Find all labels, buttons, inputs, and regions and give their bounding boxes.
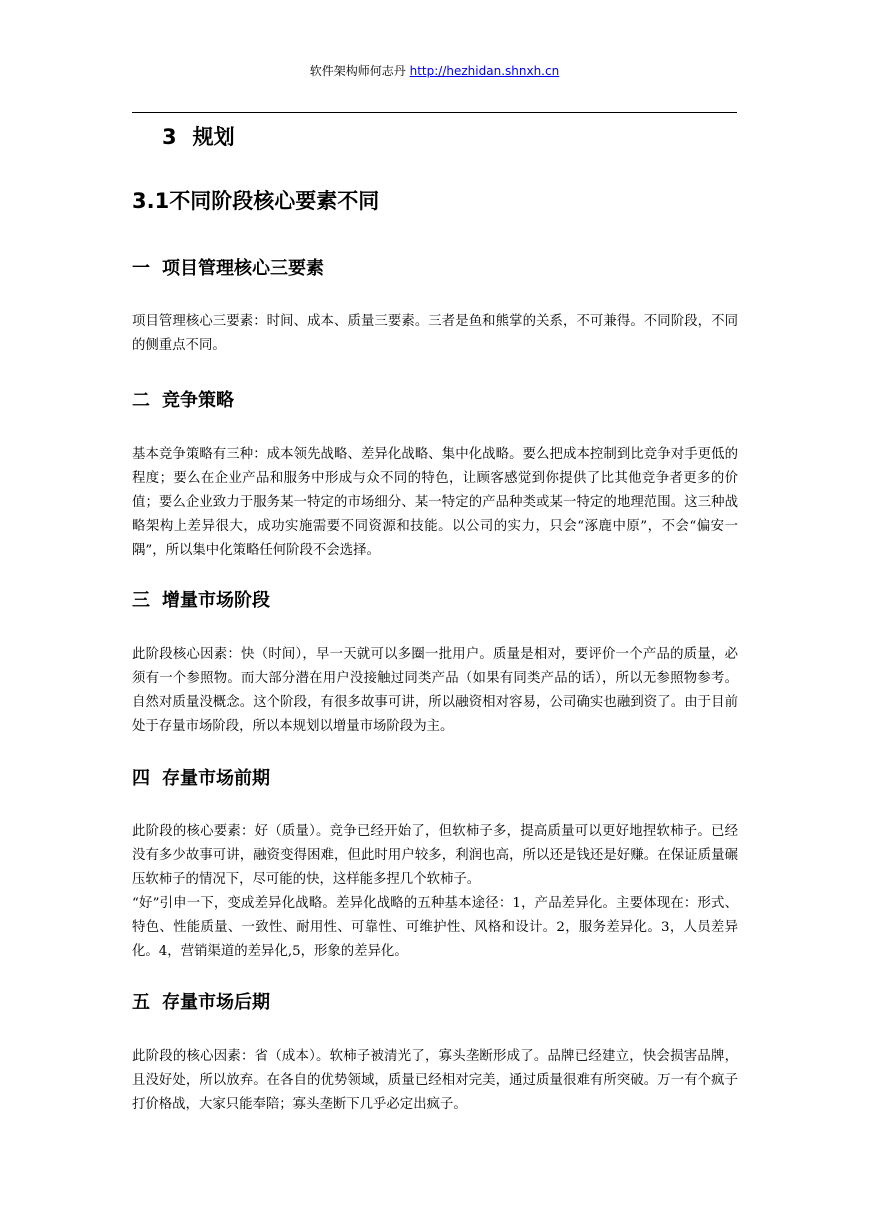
- page-header: [0, 63, 869, 79]
- paragraph: 此阶段的核心要素：好（质量）。竞争已经开始了，但软柿子多，提高质量可以更好地捏软柿子。已经没有多少故事可讲，融资变得困难，但此时用户较多，利润也高，所以还是钱还是好赚。在保证质量碾压软柿子的情况下，尽可能的快，这样能多捏几个软柿子。: [132, 824, 738, 887]
- paragraph: 基本竞争策略有三种：成本领先战略、差异化战略、集中化战略。要么把成本控制到比竞争对手更低的程度；要么在企业产品和服务中形成与众不同的特色，让顾客感觉到你提供了比其他竞争者更多的价值；要么企业致力于服务某一特定的市场细分、某一特定的产品种类或某一特定的地理范围。这三种战略架构上差异很大，成功实施需要不同资源和技能。以公司的实力，只会“涿鹿中原”，不会“偏安一隅”，所以集中化策略任何阶段不会选择。: [132, 447, 738, 558]
- subsection-heading-5: [132, 990, 270, 1016]
- subsection-number: 五: [132, 992, 150, 1013]
- header-link[interactable]: http://hezhidan.shnxh.cn: [409, 64, 560, 78]
- subsection-title: 竞争策略: [162, 390, 234, 411]
- subsection-number: 三: [132, 590, 150, 611]
- subsection-title: 增量市场阶段: [162, 590, 270, 611]
- subsection-heading-1: [132, 256, 324, 282]
- section-heading: 3.1不同阶段核心要素不同: [132, 189, 380, 213]
- header-author: 软件架构师何志丹: [309, 64, 406, 78]
- subsection-heading-2: [132, 388, 234, 414]
- header-rule: [132, 112, 737, 113]
- paragraph: 项目管理核心三要素：时间、成本、质量三要素。三者是鱼和熊掌的关系，不可兼得。不同阶段，不同的侧重点不同。: [132, 314, 738, 353]
- paragraph: 此阶段核心因素：快（时间），早一天就可以多圈一批用户。质量是相对，要评价一个产品的质量，必须有一个参照物。而大部分潜在用户没接触过同类产品（如果有同类产品的话），所以无参照物参考。自然对质量没概念。这个阶段，有很多故事可讲，所以融资相对容易，公司确实也融到资了。由于目前处于存量市场阶段，所以本规划以增量市场阶段为主。: [132, 647, 738, 734]
- subsection-title: 项目管理核心三要素: [162, 258, 324, 279]
- subsection-title: 存量市场后期: [162, 992, 270, 1013]
- subsection-number: 四: [132, 768, 150, 789]
- paragraph: 此阶段的核心因素：省（成本）。软柿子被清光了，寡头垄断形成了。品牌已经建立，快会损害品牌，且没好处，所以放弃。在各自的优势领域，质量已经相对完美，通过质量很难有所突破。万一有个疯子打价格战，大家只能奉陪；寡头垄断下几乎必定出疯子。: [132, 1049, 738, 1112]
- chapter-title: 规划: [192, 125, 235, 149]
- chapter-heading: [162, 122, 235, 152]
- paragraph: “好”引申一下，变成差异化战略。差异化战略的五种基本途径：1，产品差异化。主要体现在：形式、特色、性能质量、一致性、耐用性、可靠性、可维护性、风格和设计。2，服务差异化。3，人员差异化。4，营销渠道的差异化,5，形象的差异化。: [132, 896, 738, 959]
- subsection-heading-3: [132, 588, 270, 614]
- chapter-number: 3: [162, 125, 177, 149]
- subsection-title: 存量市场前期: [162, 768, 270, 789]
- subsection-number: 一: [132, 258, 150, 279]
- subsection-number: 二: [132, 390, 150, 411]
- subsection-heading-4: [132, 766, 270, 792]
